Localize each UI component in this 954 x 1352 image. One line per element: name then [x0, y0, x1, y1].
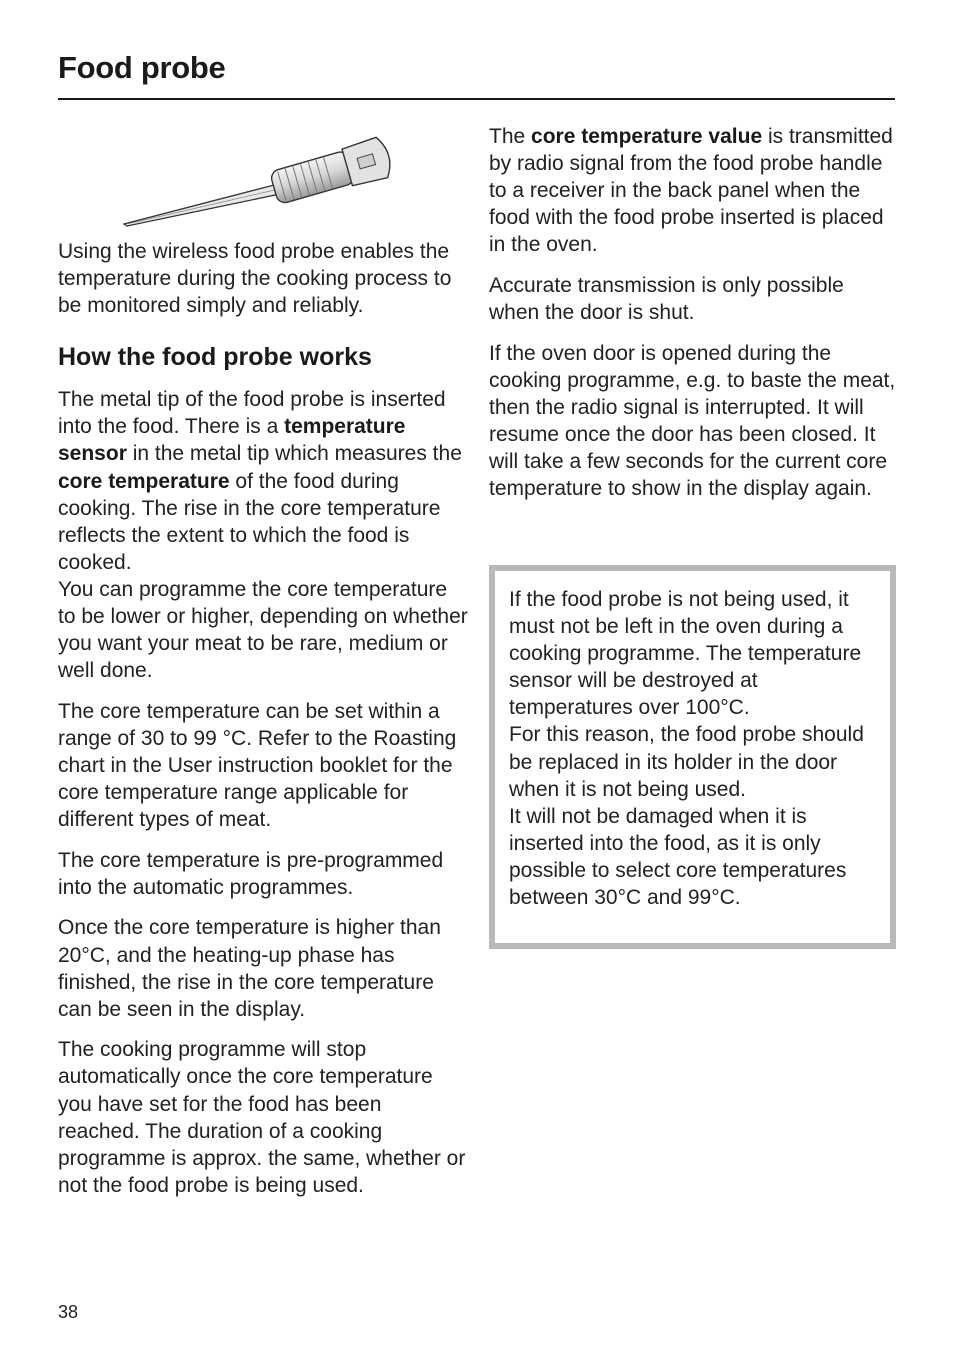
title-divider [58, 98, 895, 100]
left-column [58, 238, 468, 1212]
temperature-sensor-term: temperature sensor [58, 415, 406, 466]
core-temperature-value-term: core temperature value [531, 125, 763, 148]
right-column [489, 123, 899, 516]
door-open-paragraph: If the oven door is opened during the cooking programme, e.g. to baste the meat, then the radio signal is interrupted. It will resume once the door has been closed. It will take a few seconds for the current core temperature to show in the display again. [489, 341, 896, 501]
stop-paragraph: The cooking programme will stop automatically once the core temperature you have set for the food has been reached. The duration of a cooking programme is approx. the same, whether or not the food probe is being used. [58, 1038, 466, 1197]
range-paragraph: The core temperature can be set within a range of 30 to 99 °C. Refer to the Roasting chart in the User instruction booklet for the core temperature range applicable for different types of meat. [58, 699, 457, 832]
food-probe-illustration [118, 124, 408, 228]
page-number: 38 [58, 1302, 79, 1322]
page-title: Food probe [58, 50, 226, 85]
sensor-paragraph [58, 386, 468, 684]
transmission-text-1: The [489, 125, 532, 148]
preprogrammed-paragraph: The core temperature is pre-programmed into the automatic programmes. [58, 848, 444, 899]
warning-note-box [489, 565, 896, 949]
sensor-text-1: The metal tip of the food probe is inserted into the food. There is a [58, 388, 446, 439]
transmission-paragraph [489, 123, 899, 258]
display-paragraph: Once the core temperature is higher than 20°C, and the heating-up phase has finished, the rise in the core temperature can be seen in the display. [58, 916, 441, 1021]
sensor-text-4: You can programme the core temperature to be lower or higher, depending on whether you want your meat to be rare, medium or well done. [58, 577, 468, 683]
warning-text-3: It will not be damaged when it is inserted into the food, as it is only possible to select core temperatures between 30°C and 99°C. [509, 804, 847, 910]
warning-text-2: For this reason, the food probe should be replaced in its holder in the door when it is not being used. [509, 723, 864, 801]
warning-text-1: If the food probe is not being used, it must not be left in the oven during a cooking programme. The temperature sensor will be destroyed at temperatures over 100°C. [509, 588, 862, 720]
sensor-text-2: in the metal tip which measures the [126, 442, 462, 466]
intro-paragraph: Using the wireless food probe enables the temperature during the cooking process to be monitored simply and reliably. [58, 240, 452, 318]
door-shut-paragraph: Accurate transmission is only possible when the door is shut. [489, 273, 844, 325]
transmission-text-2: is transmitted by radio signal from the food probe handle to a receiver in the back panel when the food with the food probe inserted is placed in the oven. [489, 125, 893, 257]
sensor-text-3: of the food during cooking. The rise in the core temperature reflects the extent to which the food is cooked. [58, 469, 441, 574]
core-temperature-term: core temperature [58, 469, 230, 493]
section-heading: How the food probe works [58, 343, 372, 372]
